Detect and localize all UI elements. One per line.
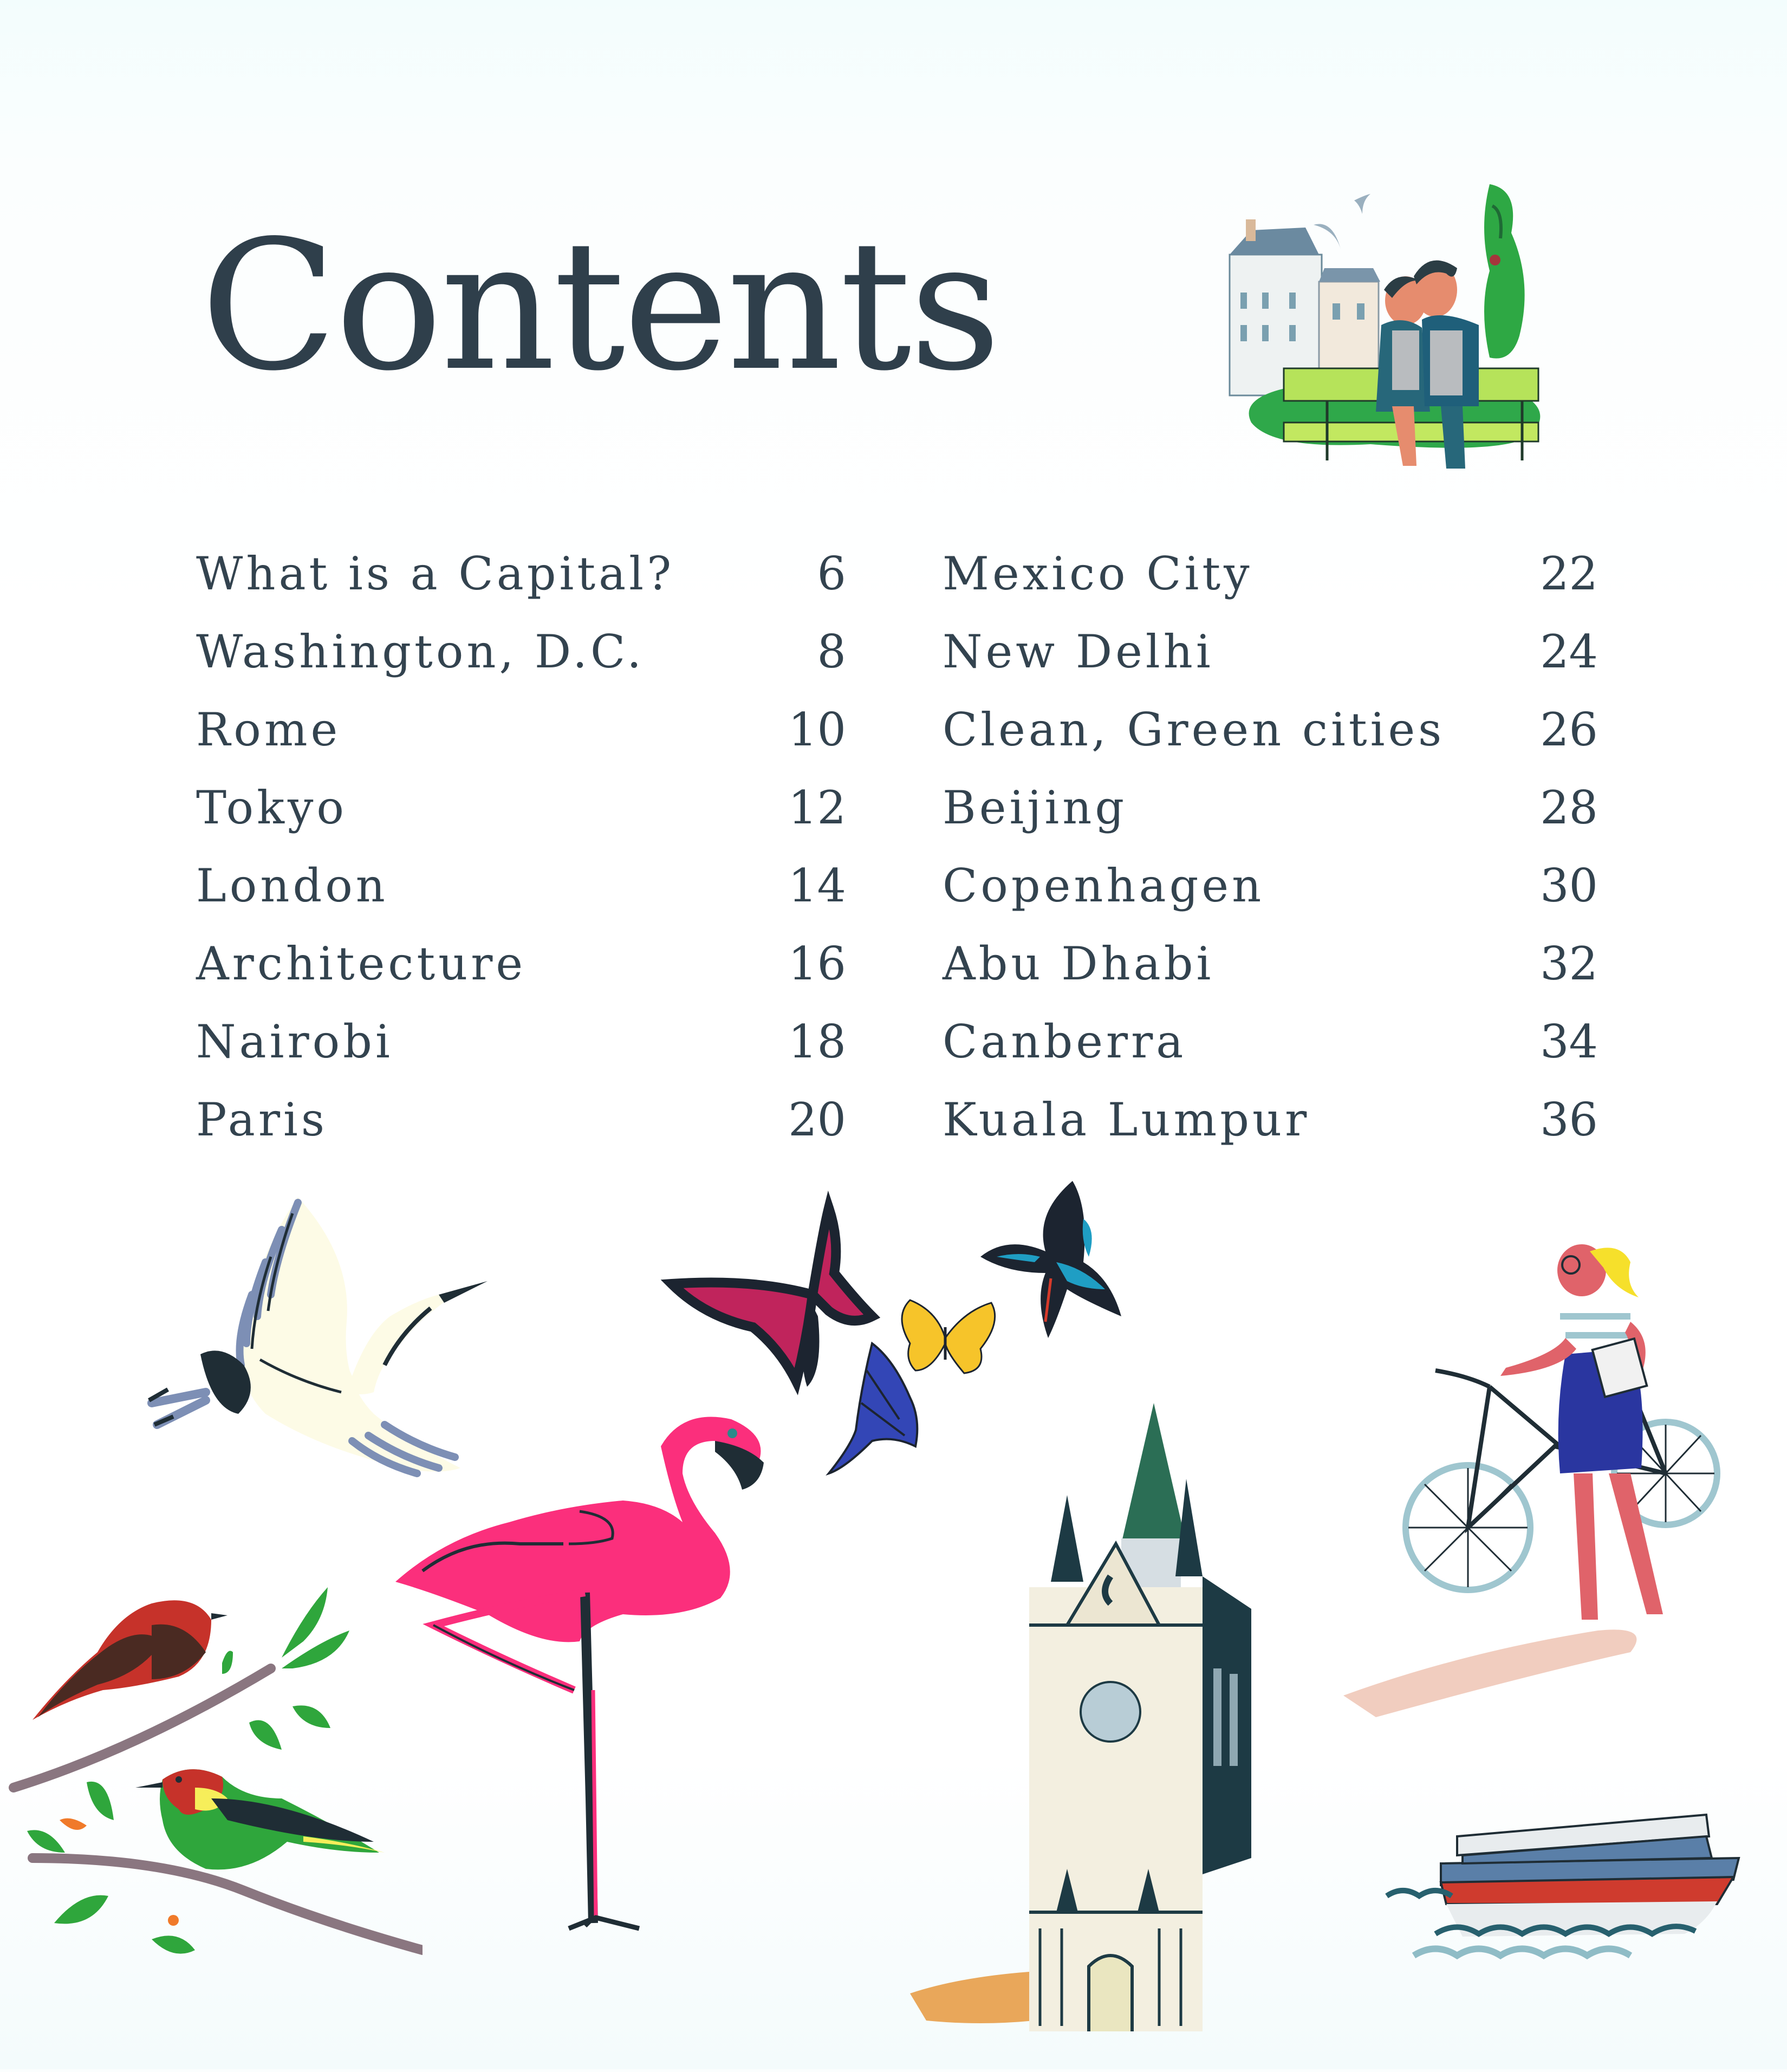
toc-entry[interactable] (943, 1015, 1598, 1093)
gothic-church-illustration (905, 1398, 1273, 2069)
toc-entry-page: 14 (788, 859, 846, 912)
songbirds-illustration (0, 1571, 423, 2069)
toc-entry[interactable] (196, 1093, 846, 1171)
toc-right-column (943, 547, 1598, 1171)
toc-entry-title: Paris (196, 1093, 328, 1146)
toc-entry[interactable] (943, 625, 1598, 703)
toc-entry[interactable] (943, 781, 1598, 859)
toc-entry-title: Rome (196, 703, 341, 756)
toc-entry[interactable] (196, 1015, 846, 1093)
toc-entry-page: 24 (1540, 625, 1598, 678)
flamingo-icon (379, 1408, 791, 2048)
toc-entry-page: 6 (817, 547, 846, 600)
gothic-church-icon (905, 1398, 1273, 2069)
toc-entry-title: Copenhagen (943, 859, 1265, 912)
toc-entry[interactable] (196, 547, 846, 625)
toc-entry[interactable] (943, 859, 1598, 937)
toc-entry-title: Architecture (196, 937, 527, 990)
toc-entry-page: 30 (1540, 859, 1598, 912)
toc-entry-page: 12 (788, 781, 846, 834)
toc-entry[interactable] (196, 937, 846, 1015)
toc-entry-page: 16 (788, 937, 846, 990)
river-boat-icon (1381, 1793, 1750, 1972)
park-bench-couple-icon (1208, 173, 1555, 482)
toc-entry[interactable] (196, 625, 846, 703)
flamingo-illustration (379, 1408, 791, 2048)
toc-entry-title: London (196, 859, 388, 912)
toc-entry[interactable] (196, 703, 846, 781)
toc-left-column (196, 547, 846, 1171)
toc-entry[interactable] (943, 937, 1598, 1015)
page-title: Contents (200, 202, 999, 410)
toc-entry-page: 22 (1540, 547, 1598, 600)
toc-entry-page: 10 (788, 703, 846, 756)
woman-with-bicycle-icon (1327, 1240, 1728, 1761)
toc-entry-title: Clean, Green cities (943, 703, 1445, 756)
toc-entry-title: New Delhi (943, 625, 1214, 678)
songbirds-icon (0, 1571, 423, 2069)
toc-entry-title: Nairobi (196, 1015, 393, 1068)
toc-entry-title: Abu Dhabi (943, 937, 1214, 990)
toc-entry-page: 18 (788, 1015, 846, 1068)
toc-entry-title: Beijing (943, 781, 1128, 834)
woman-with-bicycle-illustration (1327, 1240, 1728, 1761)
toc-entry-title: Tokyo (196, 781, 348, 834)
toc-entry-title: Washington, D.C. (196, 625, 645, 678)
toc-entry[interactable] (943, 547, 1598, 625)
toc-entry-page: 32 (1540, 937, 1598, 990)
toc-entry-title: Kuala Lumpur (943, 1093, 1310, 1146)
toc-entry-page: 28 (1540, 781, 1598, 834)
toc-entry-page: 26 (1540, 703, 1598, 756)
toc-entry-title: Canberra (943, 1015, 1187, 1068)
toc-entry[interactable] (943, 1093, 1598, 1171)
river-boat-illustration (1381, 1793, 1750, 1972)
toc-entry[interactable] (196, 781, 846, 859)
toc-entry-page: 36 (1540, 1093, 1598, 1146)
park-bench-couple-illustration (1208, 173, 1555, 482)
toc-entry-title: What is a Capital? (196, 547, 675, 600)
toc-entry-title: Mexico City (943, 547, 1253, 600)
toc-entry-page: 20 (788, 1093, 846, 1146)
toc-entry-page: 34 (1540, 1015, 1598, 1068)
toc-entry[interactable] (196, 859, 846, 937)
toc-entry[interactable] (943, 703, 1598, 781)
toc-entry-page: 8 (817, 625, 846, 678)
